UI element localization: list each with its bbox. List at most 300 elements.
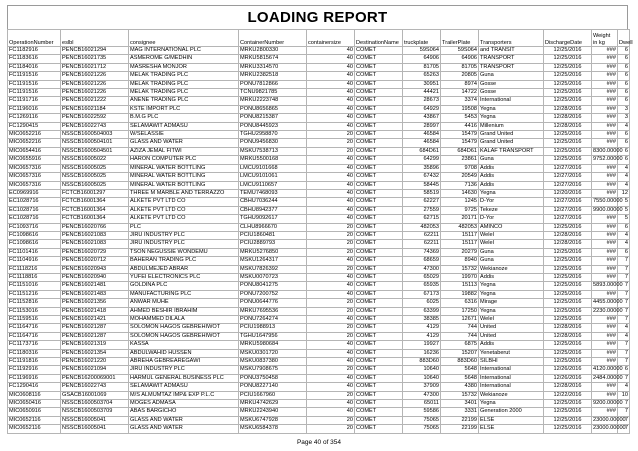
table-cell: FC1152816 — [8, 299, 61, 307]
table-cell: 6 — [618, 156, 630, 164]
table-cell: 6025 — [403, 299, 441, 307]
table-cell: 12/25/2016 — [544, 257, 592, 265]
table-cell: COMET — [355, 47, 403, 55]
table-cell: 8300.00000 — [593, 147, 623, 154]
table-cell: COMET — [355, 299, 403, 307]
table-cell: Guna — [479, 72, 544, 80]
table-cell: 19927 — [403, 341, 441, 349]
table-cell: COMET — [355, 223, 403, 231]
table-cell: PONU7812866 — [239, 80, 307, 88]
table-cell: 4 — [618, 324, 630, 332]
table-cell: PENCB16021083 — [61, 231, 129, 239]
table-cell: 7 — [618, 290, 630, 298]
table-cell: 12/27/2016 — [544, 173, 592, 181]
table-row — [8, 425, 630, 433]
table-cell: ABDULMEJED ABRAR — [129, 265, 239, 273]
table-cell: 12/25/2016 — [544, 299, 592, 307]
table-cell: 5 — [618, 206, 630, 214]
table-cell: NSSCB1600504101 — [61, 139, 129, 147]
table-cell: COMET — [355, 240, 403, 248]
table-cell: FC1153016 — [8, 307, 61, 315]
table-row — [8, 248, 630, 256]
table-cell: FC1191716 — [8, 97, 61, 105]
table-cell: Tekeze — [479, 206, 544, 214]
table-cell: 7 — [618, 416, 630, 424]
table-cell: 10640 — [403, 366, 441, 374]
table-cell: 40 — [307, 89, 355, 97]
table-cell: ### — [592, 47, 618, 55]
table-cell: AHMED BESHIR IBRAHIM — [129, 307, 239, 315]
table-cell: B.M.G PLC — [129, 114, 239, 122]
table-cell: International — [479, 366, 544, 374]
table-row — [8, 324, 630, 332]
table-cell: 47300 — [403, 391, 441, 399]
table-row — [8, 72, 630, 80]
table-cell: 12/25/2016 — [544, 72, 592, 80]
table-cell: 12/25/2016 — [544, 408, 592, 416]
table-cell: MASRESHA MONJOR — [129, 63, 239, 71]
table-cell: 40 — [307, 282, 355, 290]
table-cell: COMET — [355, 324, 403, 332]
column-header: eslbl — [61, 30, 129, 47]
column-header: containersize — [307, 30, 355, 47]
table-cell: SOLOMON HAGOS GEBREHIWOT — [129, 324, 239, 332]
table-cell: COMET — [355, 105, 403, 113]
table-cell: 65935 — [403, 282, 441, 290]
table-cell: Wekianoze — [479, 265, 544, 273]
table-cell: 15732 — [441, 391, 479, 399]
table-cell: 12/27/2016 — [544, 198, 592, 206]
table-cell: ### — [592, 114, 618, 122]
table-cell: FC1191516 — [8, 80, 61, 88]
table-cell: MRKU5500168 — [239, 156, 307, 164]
table-cell: COMET — [355, 122, 403, 130]
table-cell: 12/25/2016 — [544, 400, 592, 408]
table-cell: JIRU INDUSTRY PLC — [129, 231, 239, 239]
table-row — [8, 391, 630, 399]
table-cell: MOHAMMED DILALA — [129, 316, 239, 324]
table-cell: PENCB16020712 — [61, 257, 129, 265]
table-cell: COMET — [355, 425, 403, 433]
table-row — [8, 408, 630, 416]
table-cell: ABDULWAHID HUSSEN — [129, 349, 239, 357]
table-cell: COMET — [355, 282, 403, 290]
table-row — [8, 114, 630, 122]
table-row — [8, 290, 630, 298]
table-cell: MINERAL WATER BOTTLING — [129, 181, 239, 189]
table-cell: MINERAL WATER BOTTLING — [129, 164, 239, 172]
table-cell: ### — [592, 383, 618, 391]
table-cell: MIC0652116 — [8, 425, 61, 433]
table-cell: COMET — [355, 156, 403, 164]
table-cell: 62211 — [403, 231, 441, 239]
table-cell: ### — [592, 341, 618, 349]
table-cell: 4455.00000 — [593, 299, 623, 306]
table-cell: FC1118216 — [8, 265, 61, 273]
table-cell: PENCB16021222 — [61, 97, 129, 105]
table-cell: 10 — [618, 391, 630, 399]
table-row — [8, 105, 630, 113]
table-cell: 12/28/2016 — [544, 231, 592, 239]
table-cell: 20 — [307, 147, 355, 155]
table-cell: COMET — [355, 400, 403, 408]
table-cell: ### — [592, 122, 618, 130]
table-cell: FC1290415 — [8, 122, 61, 130]
table-row — [8, 63, 630, 71]
table-cell: ALKETE PVT LTD CO — [129, 198, 239, 206]
table-cell: 7550.00000 — [593, 198, 623, 205]
table-cell: MIC0650916 — [8, 408, 61, 416]
table-cell: 9200.00000 — [593, 400, 623, 407]
table-cell: 40 — [307, 122, 355, 130]
table-cell: ### — [592, 248, 618, 256]
table-cell: 684D61 — [441, 147, 479, 155]
table-cell: TGHU1647956 — [239, 332, 307, 340]
table-cell: 40 — [307, 47, 355, 55]
table-cell: 8974 — [441, 80, 479, 88]
table-cell: MIC0655916 — [8, 156, 61, 164]
table-cell: 12/25/2016 — [544, 156, 592, 164]
table-row — [8, 273, 630, 281]
table-cell: FC1184016 — [8, 63, 61, 71]
column-header: DestinationName — [355, 30, 403, 47]
table-cell: 482053 — [441, 223, 479, 231]
table-cell: Yegna — [479, 290, 544, 298]
table-cell: 12/28/2016 — [544, 240, 592, 248]
table-cell: 12/25/2016 — [544, 97, 592, 105]
table-cell: 40 — [307, 63, 355, 71]
table-cell: MIC0657316 — [8, 181, 61, 189]
table-cell: TGHU9092617 — [239, 215, 307, 223]
table-cell: 40 — [307, 408, 355, 416]
table-cell: 58519 — [403, 189, 441, 197]
table-cell: PCIU1860481 — [239, 231, 307, 239]
table-cell: BAHERAN TRADING PLC — [129, 257, 239, 265]
table-cell: MIC0652216 — [8, 131, 61, 139]
table-cell: EC1028716 — [8, 215, 61, 223]
table-cell: 5 — [618, 198, 630, 206]
table-cell: 3 — [618, 105, 630, 113]
table-cell: Addis — [479, 181, 544, 189]
table-cell: 12/25/2016 — [544, 273, 592, 281]
table-cell: 20 — [307, 265, 355, 273]
table-cell: 20 — [307, 231, 355, 239]
table-cell: 12671 — [441, 316, 479, 324]
table-cell: FCTCB16001364 — [61, 206, 129, 214]
table-cell: AZIZA JEMAL FITWI — [129, 147, 239, 155]
table-row — [8, 316, 630, 324]
table-cell: ### — [592, 358, 618, 366]
table-cell: 12/25/2016 — [544, 341, 592, 349]
table-cell: 22199 — [441, 416, 479, 424]
table-cell: COMET — [355, 173, 403, 181]
table-cell: 40 — [307, 341, 355, 349]
table-cell: ### — [592, 89, 618, 97]
table-cell: YUFEI ELECTRONICS PLC — [129, 273, 239, 281]
table-cell: 20 — [307, 307, 355, 315]
table-cell: 20 — [307, 366, 355, 374]
table-cell: 15479 — [441, 131, 479, 139]
table-cell: MRKU5276850 — [239, 248, 307, 256]
table-cell: 81705 — [441, 63, 479, 71]
table-cell: MRKU5980684 — [239, 341, 307, 349]
table-cell: MSKU6747928 — [239, 416, 307, 424]
table-row — [8, 299, 630, 307]
table-row — [8, 257, 630, 265]
table-cell: 14722 — [441, 89, 479, 97]
table-cell: 20 — [307, 332, 355, 340]
table-cell: 40 — [307, 164, 355, 172]
table-cell: ### — [592, 55, 618, 63]
table-cell: FC1151016 — [8, 282, 61, 290]
table-cell: 6 — [618, 248, 630, 256]
table-cell: 9725 — [441, 206, 479, 214]
table-cell: 12/27/2016 — [544, 164, 592, 172]
table-cell: ### — [592, 97, 618, 105]
table-cell: 20 — [307, 391, 355, 399]
table-cell: 40 — [307, 215, 355, 223]
table-cell: Grand United — [479, 131, 544, 139]
table-cell: 12/25/2016 — [544, 282, 592, 290]
table-cell: NSSCB16005022 — [61, 156, 129, 164]
table-cell: MIC0652116 — [8, 416, 61, 424]
table-row — [8, 349, 630, 357]
table-body — [8, 47, 630, 434]
table-cell: 4 — [618, 181, 630, 189]
table-cell: MRKU2800330 — [239, 47, 307, 55]
table-cell: Guna — [479, 156, 544, 164]
column-header: truckplate — [403, 30, 441, 47]
table-cell: 9708 — [441, 164, 479, 172]
table-cell: FCTCB16001297 — [61, 189, 129, 197]
table-cell: 12/25/2016 — [544, 248, 592, 256]
table-cell: COMET — [355, 273, 403, 281]
table-cell: KSTE IMPORT PLC — [129, 105, 239, 113]
table-cell: ### — [592, 408, 618, 416]
table-cell: FC1191516 — [8, 89, 61, 97]
table-cell: Generation 2000 — [479, 408, 544, 416]
table-row — [8, 341, 630, 349]
table-cell: SELAMAWIT ADMASU — [129, 383, 239, 391]
table-cell: COMET — [355, 349, 403, 357]
table-cell: 4129 — [403, 324, 441, 332]
table-row — [8, 223, 630, 231]
table-cell: 3374 — [441, 97, 479, 105]
table-cell: 2230.00000 — [593, 307, 623, 314]
table-cell: 744 — [441, 324, 479, 332]
table-cell: Addis — [479, 164, 544, 172]
table-cell: FC1173716 — [8, 341, 61, 349]
table-cell: TRANSPORT — [479, 63, 544, 71]
table-cell: D-Yor — [479, 215, 544, 223]
table-cell: GLASS AND WATER — [129, 139, 239, 147]
table-cell: 7136 — [441, 181, 479, 189]
table-cell: PENCB16021094 — [61, 366, 129, 374]
table-cell: Grand United — [479, 139, 544, 147]
table-cell: 40 — [307, 105, 355, 113]
table-cell: EC0969916 — [8, 189, 61, 197]
table-cell: COMET — [355, 97, 403, 105]
table-cell: ### — [592, 223, 618, 231]
table-cell: 9900.00000 — [593, 206, 623, 213]
table-cell: ### — [592, 265, 618, 273]
table-cell: ### — [592, 181, 618, 189]
table-cell: 20 — [307, 299, 355, 307]
table-cell: 40 — [307, 400, 355, 408]
table-cell: TRANSPORT — [479, 55, 544, 63]
table-cell: 12/22/2016 — [544, 391, 592, 399]
table-cell: 23000.00000 — [593, 416, 626, 423]
table-cell: MANUFACTURING PLC — [129, 290, 239, 298]
table-cell: United — [479, 324, 544, 332]
table-cell: 67173 — [403, 290, 441, 298]
table-cell: 4380 — [441, 383, 479, 391]
table-cell: ALKETE PVT LTD CO — [129, 206, 239, 214]
table-cell: 6 — [618, 366, 630, 374]
table-cell: 30951 — [403, 80, 441, 88]
table-cell: FC1098616 — [8, 231, 61, 239]
table-cell: ### — [592, 231, 618, 239]
table-cell: 64929 — [403, 105, 441, 113]
table-cell: 6 — [618, 63, 630, 71]
table-cell: MIC0652216 — [8, 139, 61, 147]
table-cell: ELSE — [479, 425, 544, 433]
table-cell: 12/28/2016 — [544, 105, 592, 113]
table-cell: COMET — [355, 265, 403, 273]
table-cell: 27559 — [403, 206, 441, 214]
table-cell: MOGES ADMASA — [129, 400, 239, 408]
table-cell: ### — [592, 105, 618, 113]
table-cell: COMET — [355, 206, 403, 214]
table-row — [8, 55, 630, 63]
table-cell: 15117 — [441, 231, 479, 239]
table-cell: LMCU9110657 — [239, 181, 307, 189]
table-cell: MELAK TRADING PLC — [129, 80, 239, 88]
table-row — [8, 122, 630, 130]
table-cell: 40 — [307, 349, 355, 357]
table-cell: TSON NEGUSSIE WONDEMU — [129, 248, 239, 256]
table-cell: 19970 — [441, 273, 479, 281]
table-cell: PENCB16020940 — [61, 273, 129, 281]
table-cell: 12/25/2016 — [544, 147, 592, 155]
table-cell: Welel — [479, 231, 544, 239]
table-cell: 6 — [618, 47, 630, 55]
table-cell: 6 — [618, 80, 630, 88]
table-row — [8, 97, 630, 105]
table-row — [8, 89, 630, 97]
table-cell: FC1180316 — [8, 349, 61, 357]
table-cell: Addis — [479, 341, 544, 349]
table-cell: and TRANSIT — [479, 47, 544, 55]
table-cell: PENCB16021712 — [61, 63, 129, 71]
table-cell: MRKU5815674 — [239, 55, 307, 63]
table-cell: COMET — [355, 383, 403, 391]
table-cell: ### — [592, 240, 618, 248]
table-cell: CBHU8942377 — [239, 206, 307, 214]
table-row — [8, 240, 630, 248]
table-cell: MIC0608116 — [8, 391, 61, 399]
table-cell: COMET — [355, 72, 403, 80]
table-cell: PENCB16021184 — [61, 105, 129, 113]
table-cell: MRKU2382518 — [239, 72, 307, 80]
table-cell: 63399 — [403, 307, 441, 315]
table-cell: 6316 — [441, 299, 479, 307]
table-cell: ### — [592, 164, 618, 172]
table-cell: NSSCB16005041 — [61, 425, 129, 433]
table-cell: ### — [592, 349, 618, 357]
table-cell: FC1093716 — [8, 223, 61, 231]
table-row — [8, 215, 630, 223]
table-cell: PONU3750458 — [239, 374, 307, 382]
table-row — [8, 164, 630, 172]
table-cell: 23000.00000 — [593, 425, 626, 432]
table-cell: COMET — [355, 89, 403, 97]
table-cell: 62715 — [403, 215, 441, 223]
table-cell: 20 — [307, 131, 355, 139]
table-cell: 20 — [307, 416, 355, 424]
table-cell: 28997 — [403, 122, 441, 130]
loading-report-table — [7, 29, 633, 434]
table-cell: 59S064 — [403, 47, 441, 55]
table-cell: 8940 — [441, 257, 479, 265]
table-cell: 46584 — [403, 139, 441, 147]
table-cell: COMET — [355, 131, 403, 139]
table-cell: ### — [592, 215, 618, 223]
table-cell: TCNU9821785 — [239, 89, 307, 97]
table-cell: MSKU7908675 — [239, 366, 307, 374]
table-cell: 10640 — [403, 374, 441, 382]
table-cell: 40 — [307, 374, 355, 382]
page-footer: Page 40 of 354 — [296, 439, 342, 446]
table-cell: 15113 — [441, 282, 479, 290]
table-cell: 65029 — [403, 273, 441, 281]
table-cell: PONU0644776 — [239, 299, 307, 307]
table-cell: PENCB16021421 — [61, 316, 129, 324]
table-cell: 40 — [307, 206, 355, 214]
table-cell: MSKU7826392 — [239, 265, 307, 273]
table-cell: 40 — [307, 316, 355, 324]
table-cell: MRKU3314570 — [239, 63, 307, 71]
table-cell: PENCB16022592 — [61, 114, 129, 122]
table-cell: PENCB16021354 — [61, 349, 129, 357]
table-cell: ### — [592, 257, 618, 265]
table-cell: 684D61 — [403, 147, 441, 155]
table-cell: 20805 — [441, 72, 479, 80]
table-cell: D-Yor — [479, 198, 544, 206]
table-cell: 3 — [618, 114, 630, 122]
table-cell: Guna — [479, 257, 544, 265]
table-cell: KALAF TRANSPORT — [479, 147, 544, 155]
table-cell: COMET — [355, 290, 403, 298]
table-cell: 12/28/2016 — [544, 114, 592, 122]
table-cell: NSSCB16005025 — [61, 164, 129, 172]
table-cell: ### — [592, 332, 618, 340]
table-row — [8, 265, 630, 273]
table-cell: Addis — [479, 173, 544, 181]
table-cell: 4 — [618, 240, 630, 248]
table-cell: Yegna — [479, 189, 544, 197]
table-cell: 7 — [618, 282, 630, 290]
table-row — [8, 231, 630, 239]
table-cell: HARON COMPUTER PLC — [129, 156, 239, 164]
report-title: LOADING REPORT — [7, 5, 628, 29]
table-cell: 12/26/2016 — [544, 374, 592, 382]
table-cell: 20279 — [441, 248, 479, 256]
table-cell: FCTCB16001364 — [61, 198, 129, 206]
table-cell: 5648 — [441, 366, 479, 374]
table-cell: ASMEROME G/MEDHIN — [129, 55, 239, 63]
table-cell: 46584 — [403, 131, 441, 139]
